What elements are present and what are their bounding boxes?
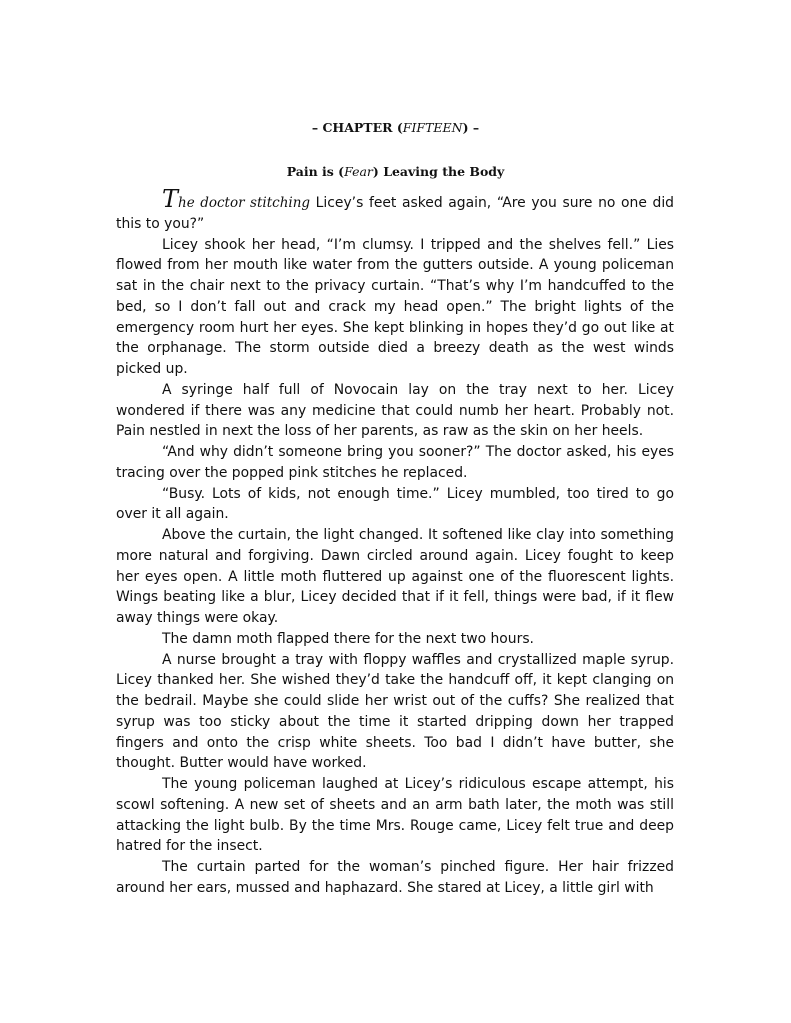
chapter-body (116, 185, 674, 899)
drop-cap: T (162, 185, 179, 213)
chapter-heading: – CHAPTER (FIFTEEN) – (311, 120, 480, 135)
paragraph: “And why didn’t someone bring you sooner?” The doctor asked, his eyes tracing over the popped pink stitches he replaced. (116, 444, 674, 481)
paragraph: “Busy. Lots of kids, not enough time.” Licey mumbled, too tired to go over it all again. (116, 485, 674, 523)
chapter-title: Pain is (Fear) Leaving the Body (286, 164, 505, 179)
chapter-number: FIFTEEN (402, 120, 463, 135)
paragraph: The curtain parted for the woman’s pinched figure. Her hair frizzed around her ears, mussed and haphazard. She stared at Licey, a little girl with (116, 859, 674, 896)
paragraph: The young policeman laughed at Licey’s ridiculous escape attempt, his scowl softening. A new set of sheets and an arm bath later, the moth was still attacking the light bulb. By the time Mrs. Rouge came, Licey felt true and deep hatred for the insect. (116, 776, 674, 855)
paragraph: Above the curtain, the light changed. It softened like clay into something more natural and forgiving. Dawn circled around again. Licey fought to keep her eyes open. A little moth fluttered up against one of the fluorescent lights. Wings beating like a blur, Licey decided that if it fell, things were bad, if it flew away things were okay. (116, 527, 674, 626)
paragraph: Licey shook her head, “I’m clumsy. I tripped and the shelves fell.” Lies flowed from her mouth like water from the gutters outside. A young policeman sat in the chair next to the privacy curtain. “That’s why I’m handcuffed to the bed, so I don’t fall out and crack my head open.” The bright lights of the emergency room hurt her eyes. She kept blinking in hopes they’d go out like at the orphanage. The storm outside died a breezy death as the west winds picked up. (116, 236, 674, 377)
paragraph: A syringe half full of Novocain lay on the tray next to her. Licey wondered if there was any medicine that could numb her heart. Probably not. Pain nestled in next the loss of her parents, as raw as the skin on her heels. (116, 381, 674, 440)
opening-lead: he doctor stitching (178, 195, 311, 211)
paragraph: The damn moth flapped there for the next two hours. (162, 630, 534, 647)
chapter-title-emphasis: Fear (344, 164, 373, 179)
opening-paragraph (116, 185, 674, 235)
paragraph: A nurse brought a tray with floppy waffles and crystallized maple syrup. Licey thanked her. She wished they’d take the handcuff off, it kept clanging on the bedrail. Maybe she could slide her wrist out of the cuffs? She realized that syrup was too sticky about the time it started dripping down her trapped fingers and onto the crisp white sheets. Too bad I didn’t have butter, she thought. Butter would have worked. (116, 651, 674, 772)
opening-rest: Licey’s feet asked again, “Are you sure no one did this to you?” (116, 195, 674, 232)
